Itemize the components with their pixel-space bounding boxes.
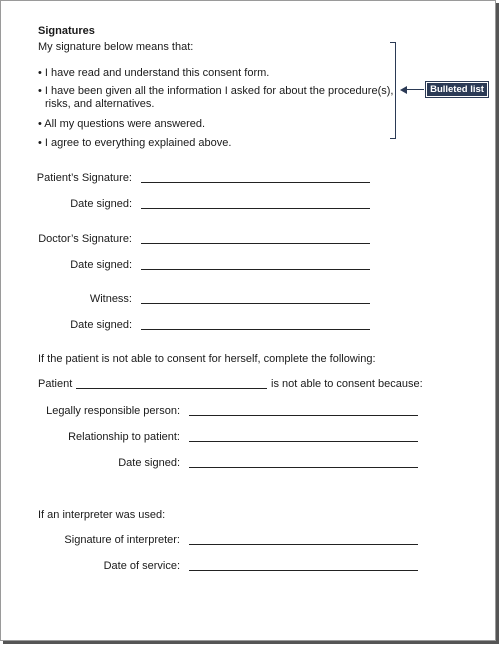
callout-label: Bulleted list [427, 83, 487, 96]
bullet-item: • I have read and understand this consent form. [38, 67, 270, 79]
date-signed-line[interactable] [189, 467, 418, 468]
callout-badge [425, 81, 489, 98]
bullet-item: • I have been given all the information I asked for about the procedure(s), [38, 85, 394, 97]
doctor-signature-label: Doctor’s Signature: [38, 233, 132, 245]
date-signed-label: Date signed: [70, 259, 132, 271]
date-of-service-line[interactable] [189, 570, 418, 571]
doctor-signature-line[interactable] [141, 243, 370, 244]
patient-label: Patient [38, 378, 73, 390]
legally-responsible-label: Legally responsible person: [46, 405, 180, 417]
bracket-annotation [390, 42, 396, 139]
interpreter-signature-label: Signature of interpreter: [64, 534, 180, 546]
date-signed-label: Date signed: [118, 457, 180, 469]
date-signed-line[interactable] [141, 208, 370, 209]
patient-signature-line[interactable] [141, 182, 370, 183]
interpreter-signature-line[interactable] [189, 544, 418, 545]
patient-name-line[interactable] [76, 388, 267, 389]
date-signed-line[interactable] [141, 329, 370, 330]
arrow-head-icon [400, 86, 407, 94]
relationship-line[interactable] [189, 441, 418, 442]
legally-responsible-line[interactable] [189, 415, 418, 416]
patient-signature-label: Patient’s Signature: [36, 172, 132, 184]
bullet-item: • I agree to everything explained above. [38, 137, 232, 149]
date-of-service-label: Date of service: [103, 560, 180, 572]
relationship-label: Relationship to patient: [68, 431, 180, 443]
patient-section-intro: If the patient is not able to consent for herself, complete the following: [38, 353, 376, 365]
bullet-item-continuation: risks, and alternatives. [45, 98, 155, 110]
interpreter-section-intro: If an interpreter was used: [38, 509, 166, 521]
not-able-text: is not able to consent because: [271, 378, 423, 390]
date-signed-label: Date signed: [70, 319, 132, 331]
date-signed-line[interactable] [141, 269, 370, 270]
date-signed-label: Date signed: [70, 198, 132, 210]
witness-line[interactable] [141, 303, 370, 304]
witness-label: Witness: [89, 293, 132, 305]
section-heading: Signatures [38, 25, 95, 37]
bullet-item: • All my questions were answered. [38, 118, 206, 130]
intro-text: My signature below means that: [38, 41, 194, 53]
